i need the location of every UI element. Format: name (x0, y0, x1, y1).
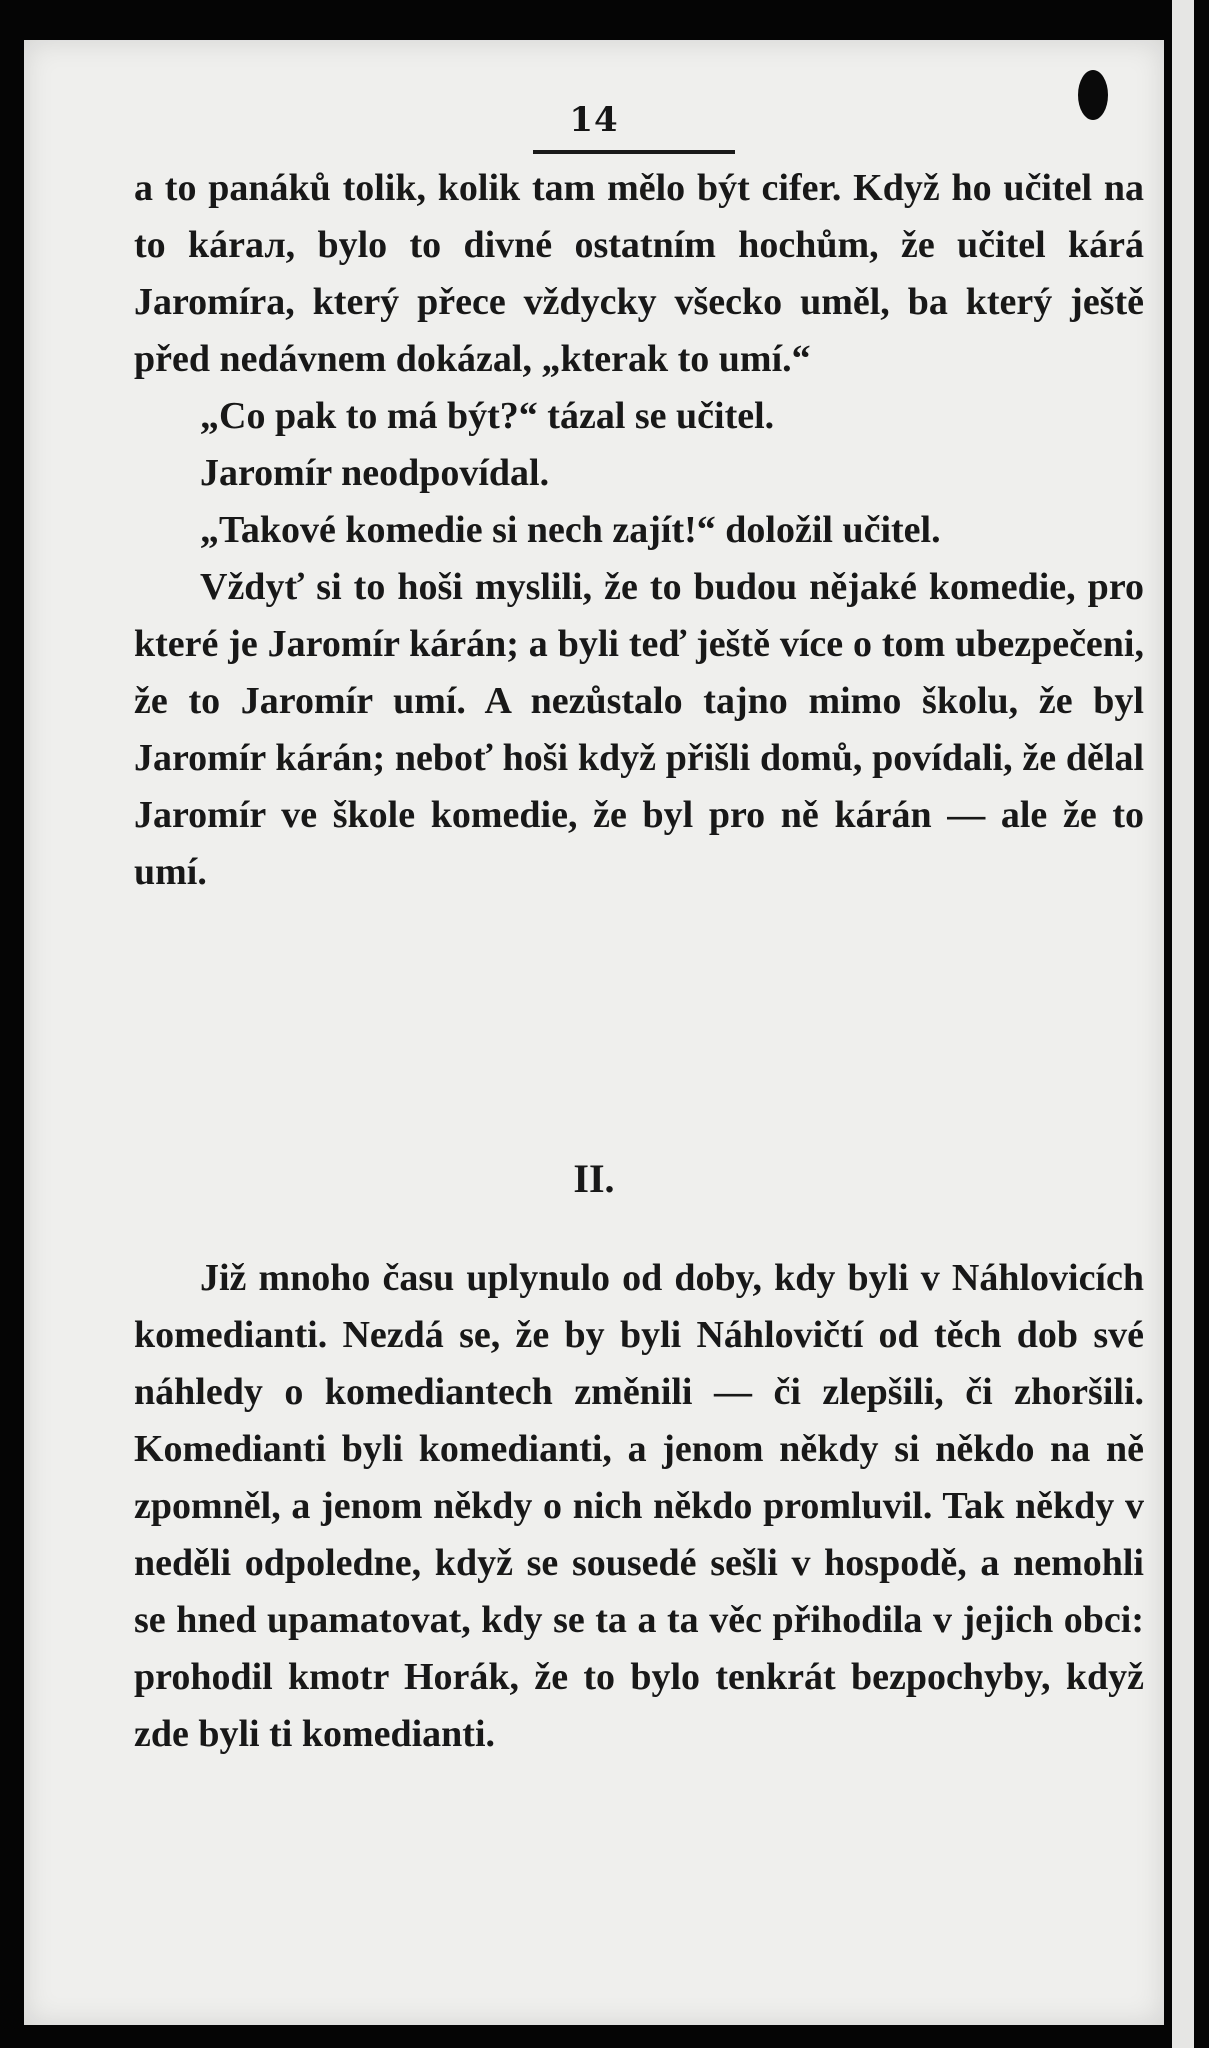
section-1-text (134, 160, 1144, 901)
section-heading: II. (573, 1156, 615, 1201)
book-page (24, 40, 1164, 2025)
paragraph: Již mnoho času uplynulo od doby, kdy byli v Náhlovicích komedianti. Nezdá se, že by byli Náhlovičtí od těch dob své náhledy o komediantech změnili — či zlepšili, či zhoršili. Komedianti byli komedianti, a jenom někdy si někdo na ně zpomněl, a jenom někdy o nich někdo promluvil. Tak někdy v neděli odpoledne, když se sousedé sešli v hospodě, a nemohli se hned upamatovat, kdy se ta a ta věc přihodila v jejich obci: prohodil kmotr Horák, že to bylo tenkrát bezpochyby, když zde byli ti komedianti. (134, 1257, 1144, 1755)
page-number: 14 (569, 100, 619, 140)
paragraph: a to panáků tolik, kolik tam mělo být cifer. Když ho učitel na to kárал, bylo to divné ostatním hochům, že učitel kárá Jaromíra, který přece vždycky všecko uměl, ba který ještě před nedávnem dokázal, „kterak to umí.“ (134, 167, 1144, 380)
page-header (24, 100, 1164, 140)
section-2-text (134, 1250, 1144, 1763)
paragraph: Jaromír neodpovídal. (200, 452, 550, 494)
header-rule (533, 150, 735, 154)
paragraph: Vždyť si to hoši myslili, že to budou nějaké komedie, pro které je Jaromír kárán; a byli teď ještě více o tom ubezpečeni, že to Jaromír umí. A nezůstalo tajno mimo školu, že byl Jaromír kárán; neboť hoši když přišli domů, povídali, že dělal Jaromír ve škole komedie, že byl pro ně kárán — ale že to umí. (134, 566, 1144, 893)
paragraph: „Takové komedie si nech zajít!“ doložil učitel. (200, 509, 941, 551)
paragraph: „Co pak to má být?“ tázal se učitel. (200, 395, 775, 437)
page-edge (1172, 0, 1194, 2048)
